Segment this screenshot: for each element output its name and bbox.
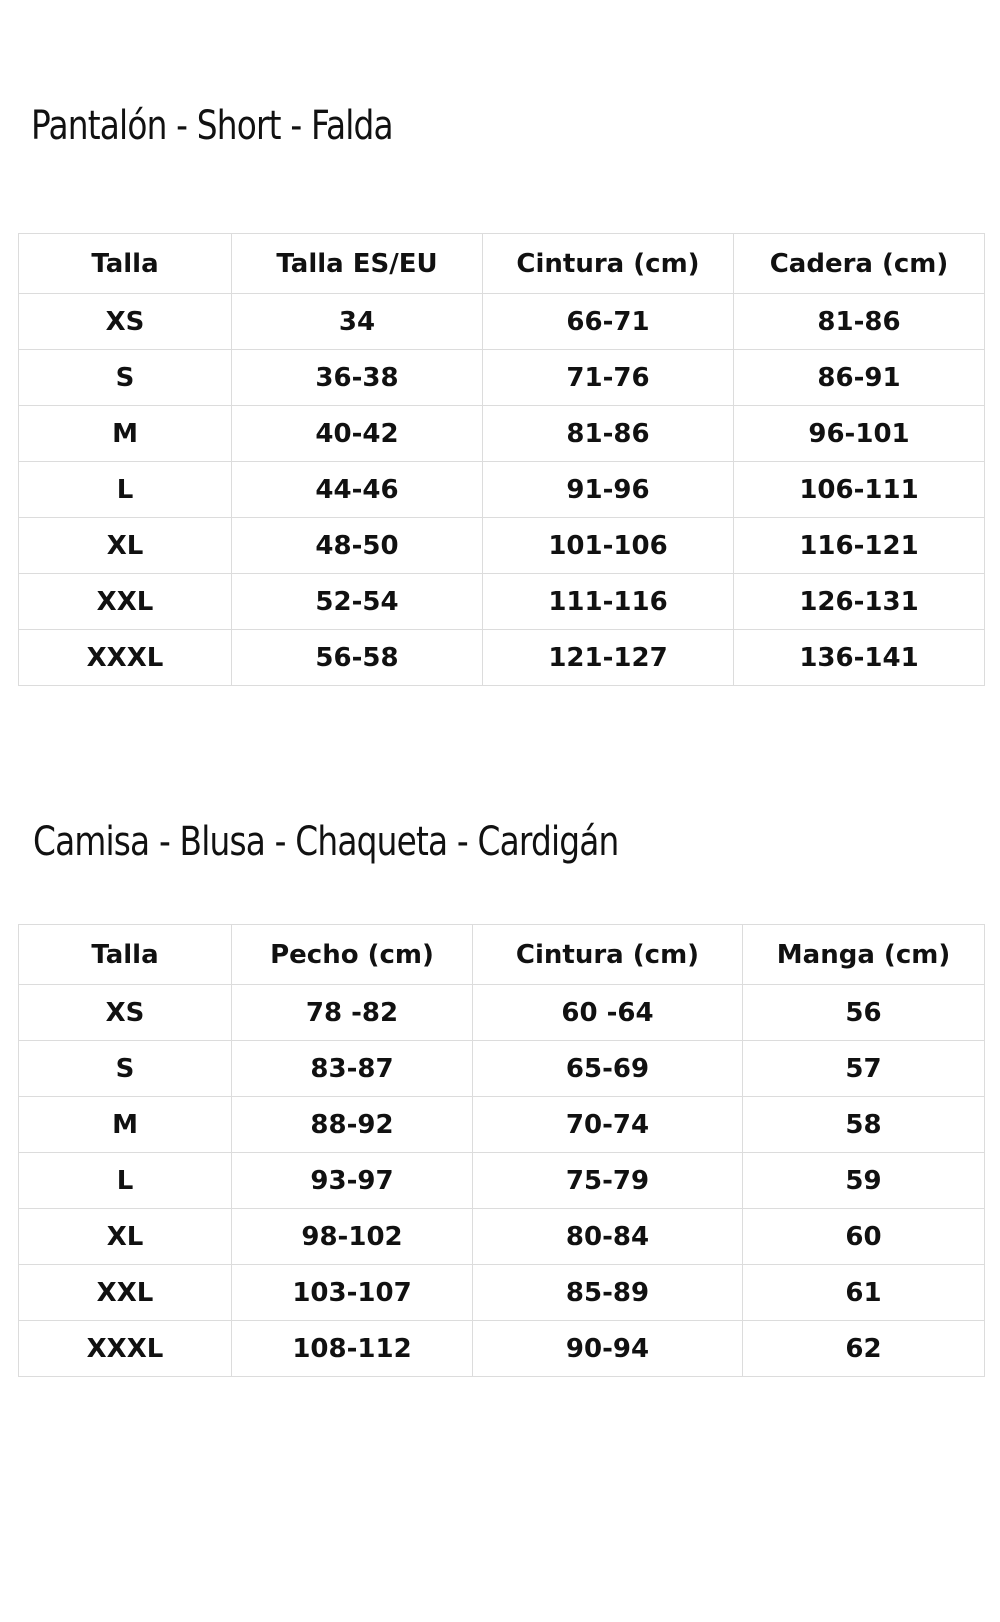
- table-row: [19, 1321, 985, 1377]
- size-label-cell: XXL: [19, 574, 232, 630]
- measurement-cell: 81-86: [734, 294, 985, 350]
- table-body: [19, 294, 985, 686]
- size-label-cell: L: [19, 1153, 232, 1209]
- size-label-cell: XL: [19, 518, 232, 574]
- measurement-cell: 59: [743, 1153, 985, 1209]
- table-row: [19, 1265, 985, 1321]
- pants-section-title: Pantalón - Short - Falda: [31, 103, 393, 149]
- table-header: [19, 234, 985, 294]
- measurement-cell: 60: [743, 1209, 985, 1265]
- column-header: Talla: [19, 925, 232, 985]
- measurement-cell: 85-89: [473, 1265, 743, 1321]
- measurement-cell: 101-106: [483, 518, 734, 574]
- header-row: [19, 925, 985, 985]
- measurement-cell: 62: [743, 1321, 985, 1377]
- table-row: [19, 1041, 985, 1097]
- column-header: Talla: [19, 234, 232, 294]
- measurement-cell: 65-69: [473, 1041, 743, 1097]
- measurement-cell: 52-54: [232, 574, 483, 630]
- measurement-cell: 71-76: [483, 350, 734, 406]
- column-header: Cintura (cm): [483, 234, 734, 294]
- header-row: [19, 234, 985, 294]
- table-header: [19, 925, 985, 985]
- measurement-cell: 57: [743, 1041, 985, 1097]
- size-label-cell: M: [19, 406, 232, 462]
- size-label-cell: XXXL: [19, 630, 232, 686]
- measurement-cell: 98-102: [232, 1209, 473, 1265]
- measurement-cell: 40-42: [232, 406, 483, 462]
- column-header: Cadera (cm): [734, 234, 985, 294]
- measurement-cell: 70-74: [473, 1097, 743, 1153]
- table-row: [19, 1153, 985, 1209]
- measurement-cell: 78 -82: [232, 985, 473, 1041]
- measurement-cell: 103-107: [232, 1265, 473, 1321]
- column-header: Manga (cm): [743, 925, 985, 985]
- measurement-cell: 90-94: [473, 1321, 743, 1377]
- measurement-cell: 121-127: [483, 630, 734, 686]
- measurement-cell: 34: [232, 294, 483, 350]
- measurement-cell: 91-96: [483, 462, 734, 518]
- column-header: Cintura (cm): [473, 925, 743, 985]
- size-label-cell: XS: [19, 294, 232, 350]
- shirts-section-title: Camisa - Blusa - Chaqueta - Cardigán: [33, 819, 619, 865]
- measurement-cell: 61: [743, 1265, 985, 1321]
- size-label-cell: M: [19, 1097, 232, 1153]
- measurement-cell: 88-92: [232, 1097, 473, 1153]
- measurement-cell: 48-50: [232, 518, 483, 574]
- measurement-cell: 111-116: [483, 574, 734, 630]
- size-label-cell: L: [19, 462, 232, 518]
- size-label-cell: XS: [19, 985, 232, 1041]
- measurement-cell: 60 -64: [473, 985, 743, 1041]
- measurement-cell: 81-86: [483, 406, 734, 462]
- size-label-cell: S: [19, 1041, 232, 1097]
- size-label-cell: XL: [19, 1209, 232, 1265]
- table-row: [19, 985, 985, 1041]
- measurement-cell: 136-141: [734, 630, 985, 686]
- measurement-cell: 56-58: [232, 630, 483, 686]
- table-row: [19, 406, 985, 462]
- measurement-cell: 108-112: [232, 1321, 473, 1377]
- measurement-cell: 56: [743, 985, 985, 1041]
- table-row: [19, 294, 985, 350]
- measurement-cell: 44-46: [232, 462, 483, 518]
- measurement-cell: 106-111: [734, 462, 985, 518]
- table-row: [19, 1097, 985, 1153]
- measurement-cell: 116-121: [734, 518, 985, 574]
- table-body: [19, 985, 985, 1377]
- column-header: Pecho (cm): [232, 925, 473, 985]
- measurement-cell: 86-91: [734, 350, 985, 406]
- table-row: [19, 350, 985, 406]
- table-row: [19, 1209, 985, 1265]
- measurement-cell: 126-131: [734, 574, 985, 630]
- size-label-cell: XXXL: [19, 1321, 232, 1377]
- measurement-cell: 80-84: [473, 1209, 743, 1265]
- measurement-cell: 93-97: [232, 1153, 473, 1209]
- measurement-cell: 58: [743, 1097, 985, 1153]
- column-header: Talla ES/EU: [232, 234, 483, 294]
- measurement-cell: 75-79: [473, 1153, 743, 1209]
- measurement-cell: 36-38: [232, 350, 483, 406]
- pants-size-table: [18, 233, 985, 686]
- shirts-size-table: [18, 924, 985, 1377]
- measurement-cell: 83-87: [232, 1041, 473, 1097]
- size-label-cell: S: [19, 350, 232, 406]
- size-label-cell: XXL: [19, 1265, 232, 1321]
- table-row: [19, 518, 985, 574]
- table-row: [19, 574, 985, 630]
- table-row: [19, 630, 985, 686]
- table-row: [19, 462, 985, 518]
- measurement-cell: 96-101: [734, 406, 985, 462]
- measurement-cell: 66-71: [483, 294, 734, 350]
